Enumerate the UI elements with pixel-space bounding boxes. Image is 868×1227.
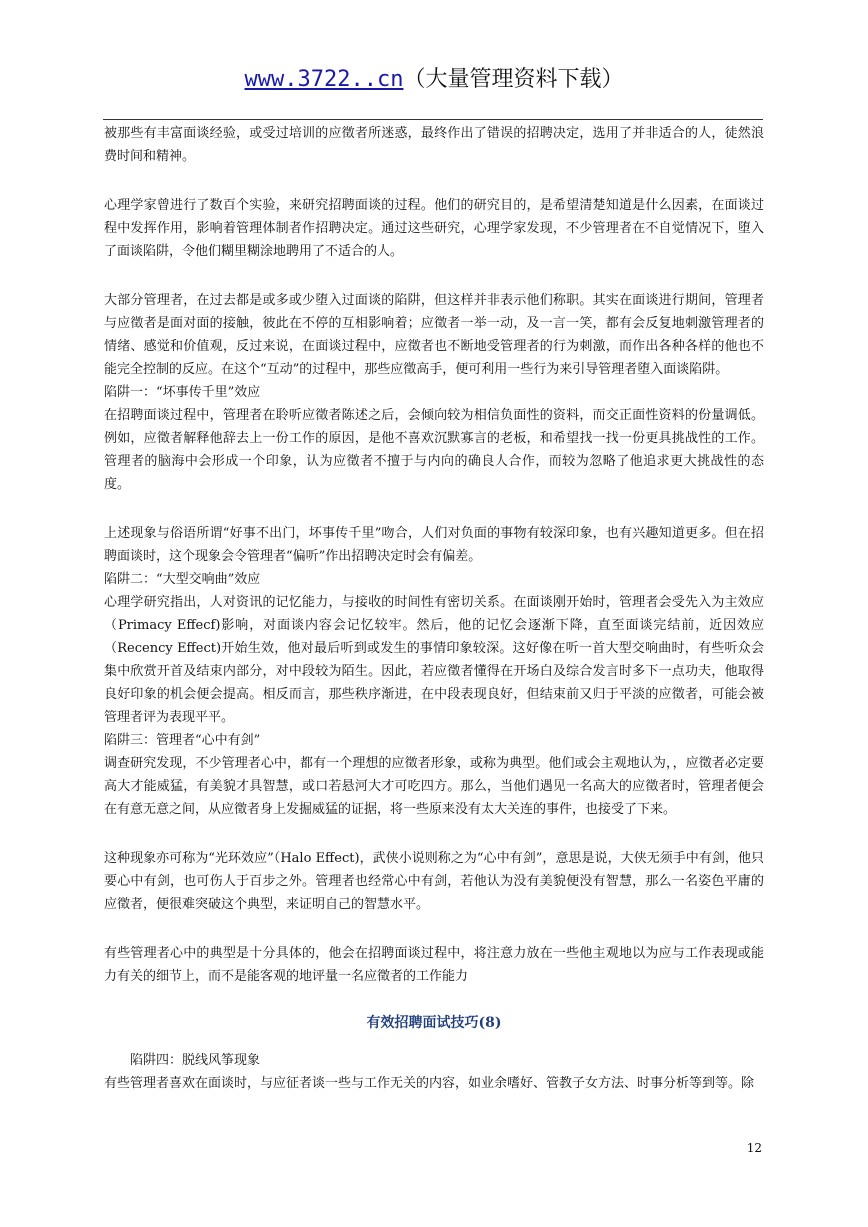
trap1-body: 在招聘面谈过程中，管理者在聆听应徵者陈述之后，会倾向较为相信负面性的资料，而交正面性资料的份量调低。例如，应徵者解释他辞去上一份工作的原因，是他不喜欢沉默寡言的老板，和希望找一找一份更具挑战性的工作。管理者的脑海中会形成一个印象，认为应徵者不擅于与内向的确良人合作，而较为忽略了他追求更大挑战性的态度。: [104, 408, 764, 492]
site-link[interactable]: www.3722..cn: [244, 67, 404, 92]
trap3-body: 调查研究发现，不少管理者心中，都有一个理想的应徵者形象，或称为典型。他们或会主观地认为，，应徵者必定要高大才能威猛，有美貌才具智慧，或口若悬河大才可吃四方。那么，当他们遇见一名高大的应徵者时，管理者便会在有意无意之间，从应徵者身上发掘威猛的证据，将一些原来没有太大关连的事件，也接受了下来。: [104, 756, 764, 817]
paragraph-2: 心理学家曾进行了数百个实验，来研究招聘面谈的过程。他们的研究目的，是希望清楚知道是什么因素，在面谈过程中发挥作用，影响着管理体制者作招聘决定。通过这些研究，心理学家发现，不少管理者在不自觉情况下，堕入了面谈陷阱，令他们糊里糊涂地聘用了不适合的人。: [104, 198, 764, 259]
section-title: 有效招聘面试技巧(8): [366, 1015, 502, 1031]
trap3-closing: 有些管理者心中的典型是十分具体的，他会在招聘面谈过程中，将注意力放在一些他主观地以为应与工作表现或能力有关的细节上，而不是能客观的地评量一名应徵者的工作能力: [104, 946, 764, 984]
document-body: [104, 122, 764, 1095]
trap4-body: 有些管理者喜欢在面谈时，与应征者谈一些与工作无关的内容，如业余嗜好、管教子女方法、时事分析等到等。除: [104, 1076, 755, 1091]
page-header: [0, 62, 868, 93]
trap4-heading: 陷阱四：脱线风筝现象: [130, 1053, 261, 1068]
paragraph-1: 被那些有丰富面谈经验，或受过培训的应徵者所迷惑，最终作出了错误的招聘决定，选用了并非适合的人，徒然浪费时间和精神。: [104, 126, 764, 164]
trap1-heading: 陷阱一：“坏事传千里”效应: [104, 385, 261, 400]
trap3-followup: 这种现象亦可称为“光环效应”（Halo Effect)，武侠小说则称之为“心中有剑”，意思是说，大侠无须手中有剑，他只要心中有剑，也可伤人于百步之外。管理者也经常心中有剑，若他认为没有美貌便没有智慧，那么一名姿色平庸的应徵者，便很难突破这个典型，来证明自己的智慧水平。: [104, 851, 764, 912]
trap1-followup: 上述现象与俗语所谓“好事不出门，坏事传千里”吻合，人们对负面的事物有较深印象，也有兴趣知道更多。但在招聘面谈时，这个现象会令管理者“偏听”作出招聘决定时会有偏差。: [104, 526, 764, 564]
paragraph-3: 大部分管理者，在过去都是或多或少堕入过面谈的陷阱，但这样并非表示他们称职。其实在面谈进行期间，管理者与应徵者是面对面的接触，彼此在不停的互相影响着；应徵者一举一动，及一言一笑，都有会反复地刺激管理者的情绪、感觉和价值观，反过来说，在面谈过程中，应徵者也不断地受管理者的行为刺激，而作出各种各样的他也不能完全控制的反应。在这个“互动”的过程中，那些应徵高手，便可利用一些行为来引导管理者堕入面谈陷阱。: [104, 293, 764, 377]
header-rule: [103, 119, 763, 120]
trap2-heading: 陷阱二：“大型交响曲”效应: [104, 572, 261, 587]
page-number: 12: [746, 1141, 762, 1155]
trap2-body: 心理学研究指出，人对资讯的记忆能力，与接收的时间性有密切关系。在面谈刚开始时，管理者会受先入为主效应（Primacy Effecf)影响，对面谈内容会记忆较牢。然后，他的记忆会逐渐下降，直至面谈完结前，近因效应（Recency Effect)开始生效，他对最后听到或发生的事情印象较深。这好像在听一首大型交响曲时，有些听众会集中欣赏开首及结束内部分，对中段较为陌生。因此，若应徵者懂得在开场白及综合发言时多下一点功夫，他取得良好印象的机会便会提高。相反而言，那些秩序渐进，在中段表现良好，但结束前又归于平淡的应徵者，可能会被管理者评为表现平平。: [104, 595, 764, 725]
trap3-heading: 陷阱三：管理者“心中有剑”: [104, 733, 261, 748]
header-suffix: （大量管理资料下载）: [403, 67, 624, 92]
